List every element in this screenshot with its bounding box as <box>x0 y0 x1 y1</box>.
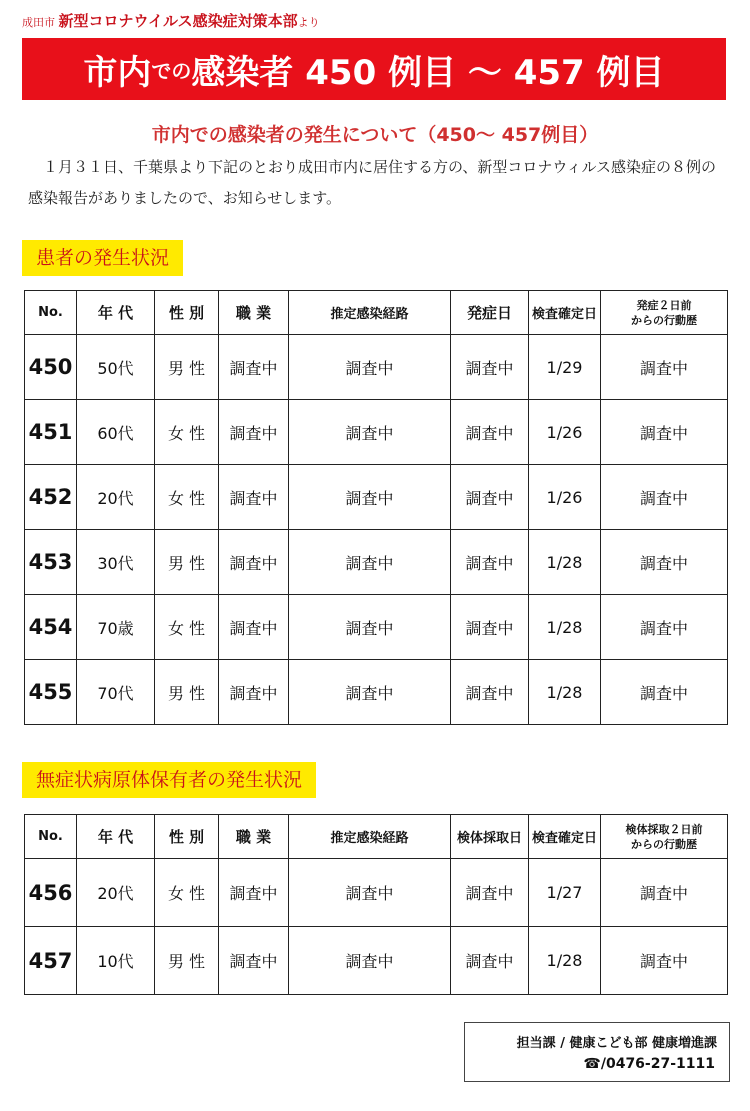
table-cell: 調査中 <box>601 595 728 660</box>
table-cell: 男 性 <box>155 660 219 725</box>
contact-phone-line <box>583 1056 715 1072</box>
org-prefix: 成田市 <box>22 16 55 29</box>
column-header: 検体採取２日前 からの行動歴 <box>601 815 728 859</box>
table-cell: 調査中 <box>601 335 728 400</box>
table-cell: 調査中 <box>219 595 289 660</box>
intro-paragraph: １月３１日、千葉県より下記のとおり成田市内に居住する方の、新型コロナウィルス感染症の８例の感染報告がありましたので、お知らせします。 <box>28 158 717 207</box>
title-part2: での <box>151 58 192 83</box>
column-header: 検査確定日 <box>529 291 601 335</box>
table-cell: 調査中 <box>219 335 289 400</box>
case-number: 452 <box>25 465 77 530</box>
table-header-row <box>25 291 728 335</box>
column-header: 発症日 <box>451 291 529 335</box>
column-header: 検体採取日 <box>451 815 529 859</box>
table-cell: 1/26 <box>529 465 601 530</box>
table-cell: 50代 <box>77 335 155 400</box>
column-header: 性 別 <box>155 291 219 335</box>
table-cell: 調査中 <box>289 660 451 725</box>
page-title <box>22 38 726 100</box>
asymptomatic-table <box>24 814 728 995</box>
table-cell: 調査中 <box>219 400 289 465</box>
table-cell: 調査中 <box>289 335 451 400</box>
column-header: No. <box>25 291 77 335</box>
table-cell: 調査中 <box>451 400 529 465</box>
table-row <box>25 465 728 530</box>
table-cell: 70歳 <box>77 595 155 660</box>
table-cell: 調査中 <box>219 530 289 595</box>
asymptomatic-section-label: 無症状病原体保有者の発生状況 <box>22 762 316 798</box>
org-suffix: より <box>297 16 320 29</box>
column-header: 性 別 <box>155 815 219 859</box>
table-cell: 調査中 <box>601 530 728 595</box>
table-header-row <box>25 815 728 859</box>
table-cell: 30代 <box>77 530 155 595</box>
table-cell: 調査中 <box>601 660 728 725</box>
title-part3: 感染者 450 例目 ～ 457 例目 <box>191 52 665 93</box>
asymptomatic-table-body <box>25 859 728 995</box>
case-number: 451 <box>25 400 77 465</box>
table-cell: 男 性 <box>155 927 219 995</box>
subtitle: 市内での感染者の発生について（450～ 457例目） <box>151 124 599 146</box>
table-cell: 1/28 <box>529 530 601 595</box>
table-cell: 1/28 <box>529 595 601 660</box>
table-cell: 調査中 <box>219 859 289 927</box>
table-cell: 調査中 <box>451 530 529 595</box>
table-row <box>25 927 728 995</box>
column-header: 職 業 <box>219 291 289 335</box>
column-header: 発症２日前 からの行動歴 <box>601 291 728 335</box>
table-cell: 調査中 <box>289 595 451 660</box>
table-cell: 調査中 <box>451 335 529 400</box>
table-cell: 調査中 <box>451 660 529 725</box>
case-number: 450 <box>25 335 77 400</box>
table-cell: 調査中 <box>601 465 728 530</box>
column-header: 推定感染経路 <box>289 815 451 859</box>
table-row <box>25 660 728 725</box>
table-cell: 1/28 <box>529 927 601 995</box>
table-cell: 1/29 <box>529 335 601 400</box>
patients-table <box>24 290 728 725</box>
contact-phone: /0476-27-1111 <box>600 1056 715 1072</box>
table-cell: 調査中 <box>289 859 451 927</box>
table-row <box>25 595 728 660</box>
column-header: 検査確定日 <box>529 815 601 859</box>
column-header: No. <box>25 815 77 859</box>
table-cell: 10代 <box>77 927 155 995</box>
table-cell: 女 性 <box>155 595 219 660</box>
table-row <box>25 530 728 595</box>
column-header: 推定感染経路 <box>289 291 451 335</box>
table-cell: 調査中 <box>451 927 529 995</box>
column-header: 職 業 <box>219 815 289 859</box>
table-cell: 調査中 <box>451 859 529 927</box>
title-part1: 市内 <box>83 52 152 93</box>
telephone-icon: ☎ <box>583 1056 601 1072</box>
case-number: 455 <box>25 660 77 725</box>
table-cell: 調査中 <box>289 465 451 530</box>
table-cell: 調査中 <box>601 927 728 995</box>
case-number: 453 <box>25 530 77 595</box>
table-cell: 1/27 <box>529 859 601 927</box>
table-cell: 1/28 <box>529 660 601 725</box>
table-cell: 調査中 <box>289 927 451 995</box>
table-cell: 60代 <box>77 400 155 465</box>
case-number: 454 <box>25 595 77 660</box>
table-row <box>25 859 728 927</box>
table-cell: 男 性 <box>155 530 219 595</box>
table-cell: 調査中 <box>451 465 529 530</box>
table-cell: 女 性 <box>155 859 219 927</box>
table-cell: 女 性 <box>155 465 219 530</box>
table-cell: 調査中 <box>289 400 451 465</box>
case-number: 456 <box>25 859 77 927</box>
table-row <box>25 335 728 400</box>
table-cell: 調査中 <box>219 465 289 530</box>
table-cell: 男 性 <box>155 335 219 400</box>
column-header: 年 代 <box>77 815 155 859</box>
case-number: 457 <box>25 927 77 995</box>
table-cell: 女 性 <box>155 400 219 465</box>
patients-table-body <box>25 335 728 725</box>
table-cell: 1/26 <box>529 400 601 465</box>
table-cell: 70代 <box>77 660 155 725</box>
table-cell: 調査中 <box>601 400 728 465</box>
column-header: 年 代 <box>77 291 155 335</box>
table-row <box>25 400 728 465</box>
table-cell: 調査中 <box>219 660 289 725</box>
patients-section-label: 患者の発生状況 <box>22 240 183 276</box>
contact-box <box>464 1022 730 1082</box>
table-cell: 調査中 <box>451 595 529 660</box>
org-name: 新型コロナウイルス感染症対策本部 <box>58 12 298 30</box>
contact-department: 担当課 / 健康こども部 健康増進課 <box>516 1036 717 1051</box>
table-cell: 調査中 <box>289 530 451 595</box>
table-cell: 20代 <box>77 465 155 530</box>
table-cell: 調査中 <box>601 859 728 927</box>
table-cell: 調査中 <box>219 927 289 995</box>
table-cell: 20代 <box>77 859 155 927</box>
source-line <box>22 10 320 31</box>
